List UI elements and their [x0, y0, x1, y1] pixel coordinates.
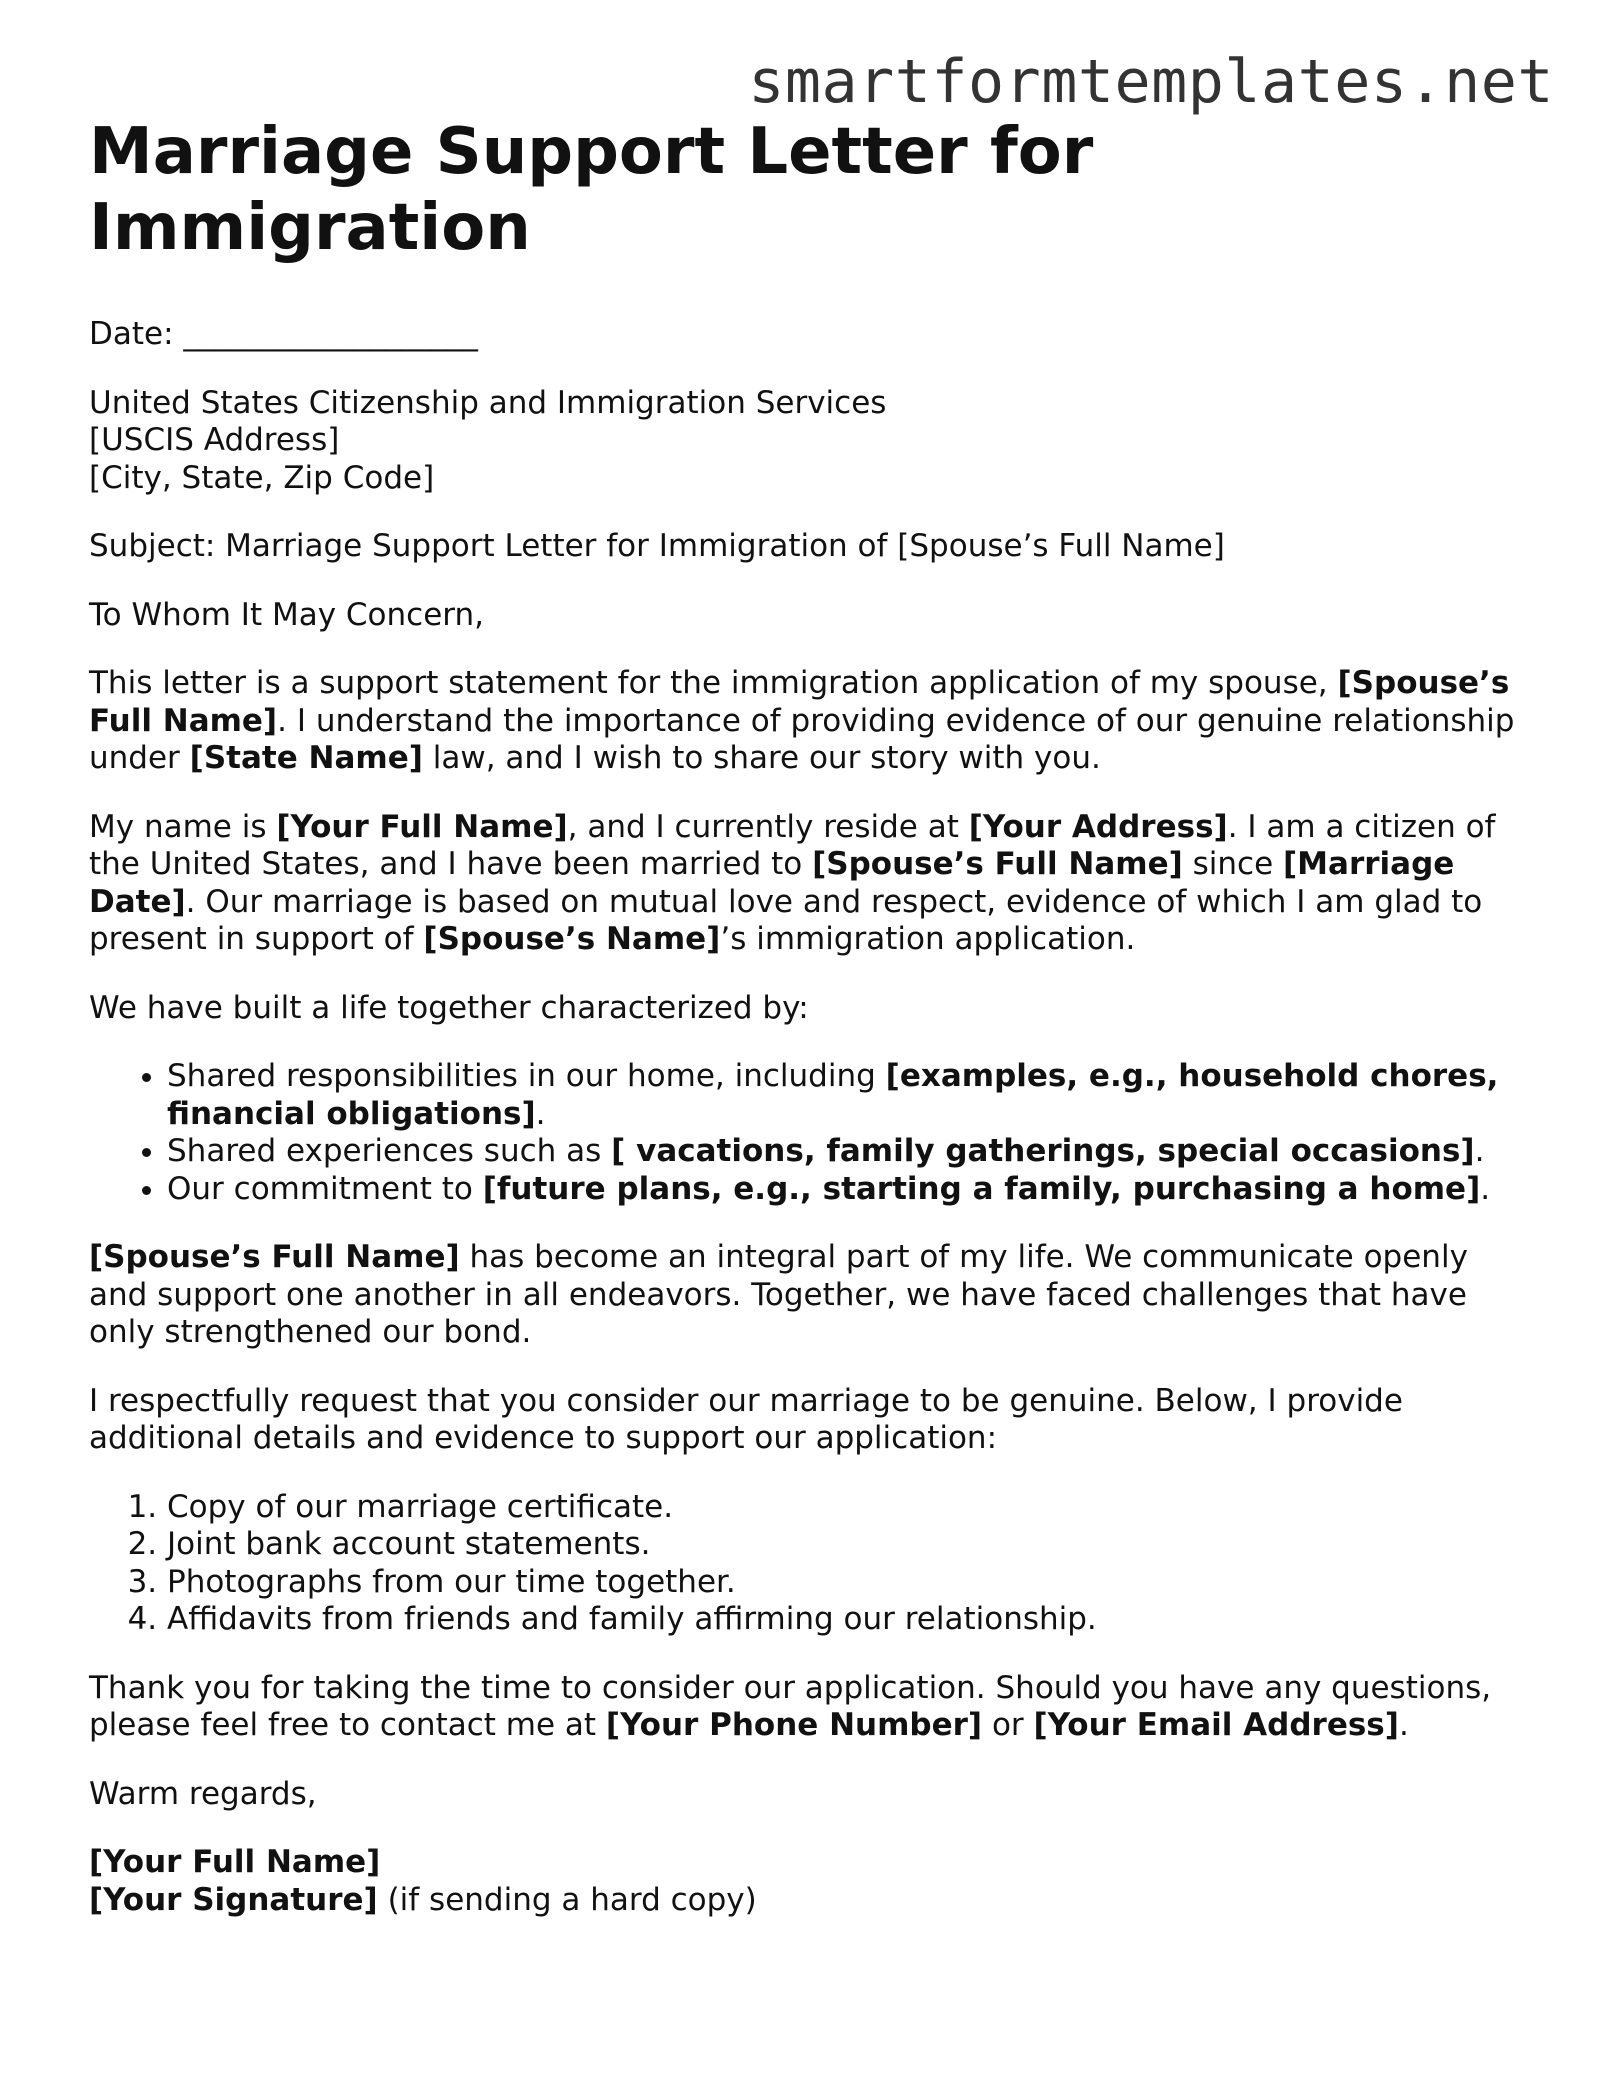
list-item [167, 1058, 1529, 1133]
list-item [167, 1171, 1529, 1209]
text-run: . Our marriage is based on mutual love and respect, evidence of which I am glad to present in support of [89, 883, 1483, 957]
signature-field: [Your Signature] [89, 1881, 378, 1918]
text-run: Our commitment to [167, 1170, 483, 1207]
life-bullet-list [89, 1058, 1529, 1208]
list-item: 1. Copy of our marriage certificate. [167, 1489, 1529, 1527]
placeholder-field: [State Name] [189, 740, 423, 776]
paragraph-contact [89, 1670, 1529, 1745]
list-item [167, 1133, 1529, 1171]
recipient-block [89, 385, 1529, 498]
site-watermark: smartformtemplates.net [748, 47, 1554, 117]
date-line [89, 316, 1529, 354]
closing: Warm regards, [89, 1775, 317, 1812]
salutation: To Whom It May Concern, [89, 596, 484, 633]
text-run: or [982, 1707, 1034, 1743]
placeholder-field: [future plans, e.g., starting a family, purchasing a home] [482, 1170, 1481, 1207]
date-blank: ___________________ [183, 316, 478, 352]
signature-name: [Your Full Name] [89, 1844, 381, 1880]
placeholder-field: [Your Full Name] [276, 808, 568, 845]
paragraph-spouse [89, 1239, 1529, 1352]
placeholder-field: [Spouse’s Name] [423, 921, 721, 957]
placeholder-field: [Your Address] [968, 808, 1228, 845]
placeholder-field: [Spouse’s Full Name] [89, 665, 1510, 739]
paragraph-about-me [89, 809, 1529, 959]
recipient-line: [USCIS Address] [89, 422, 340, 458]
text-run: , and I currently reside at [567, 808, 969, 845]
paragraph-intro [89, 665, 1529, 778]
text-run: . [1480, 1170, 1491, 1207]
placeholder-field: [Spouse’s Full Name] [812, 846, 1183, 882]
list-item: 4. Affidavits from friends and family affirming our relationship. [167, 1601, 1529, 1639]
placeholder-field: [Spouse’s Full Name] [89, 1239, 460, 1275]
placeholder-field: [Your Phone Number] [605, 1707, 983, 1743]
paragraph-request: I respectfully request that you consider our marriage to be genuine. Below, I provide additional details and evidence to support our application: [89, 1382, 1403, 1456]
text-run: has become an integral part of my life. We communicate openly and support one another in all endeavors. Together, we have faced challenges that have only strengthened our bond. [89, 1239, 1468, 1350]
placeholder-field: [Marriage Date] [89, 846, 1455, 920]
text-run: . [535, 1095, 546, 1132]
text-run: My name is [89, 808, 277, 845]
date-label: Date: [89, 316, 174, 352]
text-run: This letter is a support statement for the immigration application of my spouse, [89, 665, 1338, 701]
evidence-list [89, 1489, 1529, 1639]
text-run: . I am a citizen of the United States, and I have been married to [89, 808, 1496, 882]
text-run: . [1474, 1133, 1485, 1169]
list-item: 3. Photographs from our time together. [167, 1564, 1529, 1602]
placeholder-field: [Your Email Address] [1033, 1707, 1399, 1743]
text-run: . I understand the importance of providing evidence of our genuine relationship under [89, 702, 1515, 776]
text-run: . [1398, 1707, 1409, 1743]
text-run: ’s immigration application. [720, 921, 1136, 957]
placeholder-field: [ vacations, family gatherings, special occasions] [611, 1133, 1475, 1169]
text-run: Shared responsibilities in our home, including [167, 1058, 886, 1094]
recipient-line: [City, State, Zip Code] [89, 459, 435, 496]
text-run: Thank you for taking the time to consider our application. Should you have any questions, please feel free to contact me at [89, 1669, 1492, 1743]
subject-line: Subject: Marriage Support Letter for Immigration of [Spouse’s Full Name] [89, 528, 1225, 564]
placeholder-field: [examples, e.g., household chores, financial obligations] [167, 1058, 1499, 1132]
signature-block [89, 1844, 1529, 1919]
signature-note: (if sending a hard copy) [377, 1881, 757, 1918]
letter-page [89, 114, 1529, 1919]
text-run: law, and I wish to share our story with you. [422, 740, 1101, 776]
life-intro: We have built a life together characterized by: [89, 989, 809, 1026]
recipient-line: United States Citizenship and Immigration Services [89, 384, 887, 421]
list-item: 2. Joint bank account statements. [167, 1526, 1529, 1564]
text-run: since [1182, 846, 1284, 882]
page-title: Marriage Support Letter for Immigration [89, 115, 1094, 265]
text-run: Shared experiences such as [167, 1133, 612, 1169]
